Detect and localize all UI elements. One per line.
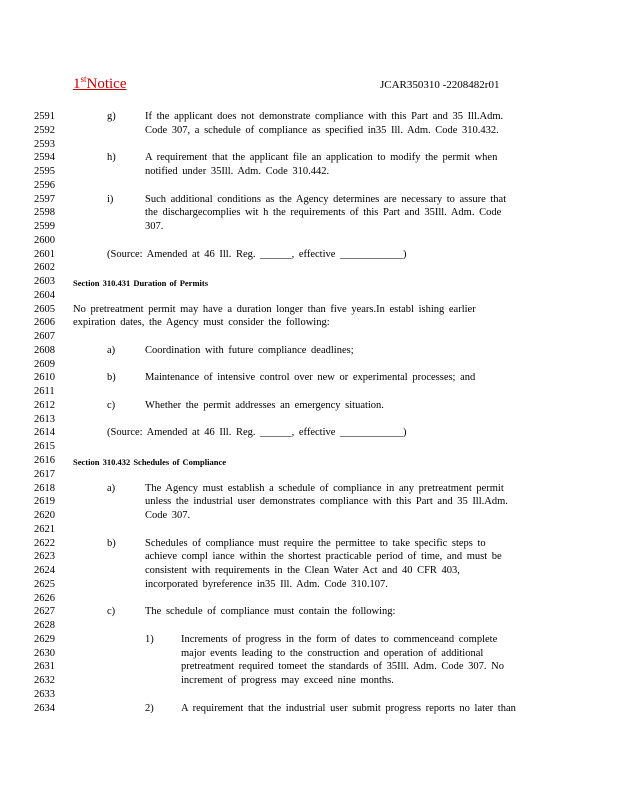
line-text: unless the industrial user demonstrates compliance with this Part and 35 Ill.Adm. [145, 496, 508, 508]
line-number: 2621 [34, 523, 55, 535]
line-text: major events leading to the construction and operation of additional [181, 647, 484, 659]
line-number: 2599 [34, 221, 55, 233]
line-number: 2618 [34, 482, 55, 494]
section-heading: Section 310.431 Duration of Permits [73, 278, 209, 289]
line-number: 2623 [34, 551, 55, 563]
line-text: If the applicant does not demonstrate compliance with this Part and 35 Ill.Adm. [145, 111, 504, 122]
line-number: 2613 [34, 413, 55, 425]
line-text: b) [107, 537, 116, 549]
line-number: 2629 [34, 633, 55, 645]
line-text: Code 307. [145, 510, 191, 522]
line-number: 2633 [34, 688, 55, 700]
line-number: 2620 [34, 510, 55, 522]
line-text: h) [107, 152, 116, 164]
line-number: 2611 [34, 386, 55, 398]
document-code: JCAR350310 -2208482r01 [380, 79, 500, 91]
line-number: 2595 [34, 166, 55, 178]
line-number: 2593 [34, 138, 55, 150]
line-number: 2605 [34, 303, 55, 315]
line-text: 307. [145, 221, 164, 233]
notice-label [73, 75, 145, 93]
line-number: 2592 [34, 124, 55, 136]
line-number: 2617 [34, 468, 55, 480]
line-number: 2603 [34, 276, 55, 288]
line-number: 2614 [34, 427, 55, 439]
line-text: a) [107, 482, 116, 494]
line-number: 2609 [34, 358, 55, 370]
line-text: 2) [145, 702, 154, 714]
line-number: 2598 [34, 207, 55, 219]
line-text: the dischargecomplies wit h the requirements of this Part and 35Ill. Adm. Code [145, 207, 502, 219]
line-number: 2594 [34, 152, 55, 164]
section-heading: Section 310.432 Schedules of Compliance [73, 457, 226, 467]
line-text: expiration dates, the Agency must consider the following: [73, 317, 330, 329]
line-number: 2622 [34, 537, 55, 549]
line-text: pretreatment required tomeet the standards of 35Ill. Adm. Code 307. No [181, 661, 504, 673]
line-text: a) [107, 344, 116, 356]
line-number: 2610 [34, 372, 55, 384]
line-number: 2627 [34, 606, 55, 618]
line-number: 2624 [34, 565, 55, 577]
line-number: 2628 [34, 620, 55, 632]
line-number: 2634 [34, 702, 55, 714]
line-text: Whether the permit addresses an emergency situation. [145, 399, 384, 411]
line-text: Such additional conditions as the Agency determines are necessary to assure that [145, 193, 507, 205]
line-text: Code 307, a schedule of compliance as specified in35 Ill. Adm. Code 310.432. [145, 124, 499, 136]
line-text: The Agency must establish a schedule of compliance in any pretreatment permit [145, 482, 504, 494]
line-text: incorporated byreference in35 Ill. Adm. Code 310.107. [145, 578, 388, 590]
line-number: 2602 [34, 262, 55, 274]
line-text: A requirement that the industrial user submit progress reports no later than [181, 702, 516, 714]
line-text: Increments of progress in the form of dates to commenceand complete [181, 633, 498, 645]
line-number: 2615 [34, 441, 55, 453]
line-number: 2597 [34, 193, 55, 205]
line-text: c) [107, 399, 116, 411]
line-number: 2596 [34, 179, 55, 191]
line-text: b) [107, 372, 116, 384]
line-number: 2631 [34, 661, 55, 673]
line-text: (Source: Amended at 46 Ill. Reg. ______, effective ____________) [107, 248, 407, 260]
line-text: c) [107, 606, 116, 618]
notice-word: Notice [86, 76, 127, 92]
line-text: A requirement that the applicant file an application to modify the permit when [145, 152, 498, 164]
line-text: Schedules of compliance must require the permittee to take specific steps to [145, 537, 486, 549]
line-text: Maintenance of intensive control over new or experimental processes; and [145, 372, 476, 384]
line-number: 2630 [34, 647, 55, 659]
line-text: Coordination with future compliance deadlines; [145, 344, 354, 356]
line-number: 2616 [34, 455, 55, 466]
line-text: notified under 35Ill. Adm. Code 310.442. [145, 166, 330, 178]
notice-ordinal-suffix: st [80, 74, 87, 84]
line-text: increment of progress may exceed nine months. [181, 675, 394, 687]
line-text: (Source: Amended at 46 Ill. Reg. ______, effective ____________) [107, 427, 407, 439]
line-text: achieve compl iance within the shortest practicable period of time, and must be [145, 551, 502, 563]
line-text: 1) [145, 633, 154, 645]
line-number: 2625 [34, 578, 55, 590]
line-text: The schedule of compliance must contain the following: [145, 606, 396, 618]
line-number: 2601 [34, 248, 55, 260]
notice-number: 1 [73, 76, 81, 92]
line-number: 2604 [34, 289, 55, 301]
line-number: 2606 [34, 317, 55, 329]
line-text: No pretreatment permit may have a duration longer than five years.In establ ishing earlier [73, 303, 476, 315]
line-text: g) [107, 111, 116, 122]
line-text: i) [107, 193, 114, 205]
line-number: 2607 [34, 331, 55, 343]
line-text: consistent with requirements in the Clean Water Act and 40 CFR 403, [145, 565, 460, 577]
line-number: 2600 [34, 234, 55, 246]
line-number: 2608 [34, 344, 55, 356]
line-number: 2619 [34, 496, 55, 508]
line-number: 2626 [34, 592, 55, 604]
line-number: 2591 [34, 111, 55, 122]
line-number: 2632 [34, 675, 55, 687]
line-number: 2612 [34, 399, 55, 411]
